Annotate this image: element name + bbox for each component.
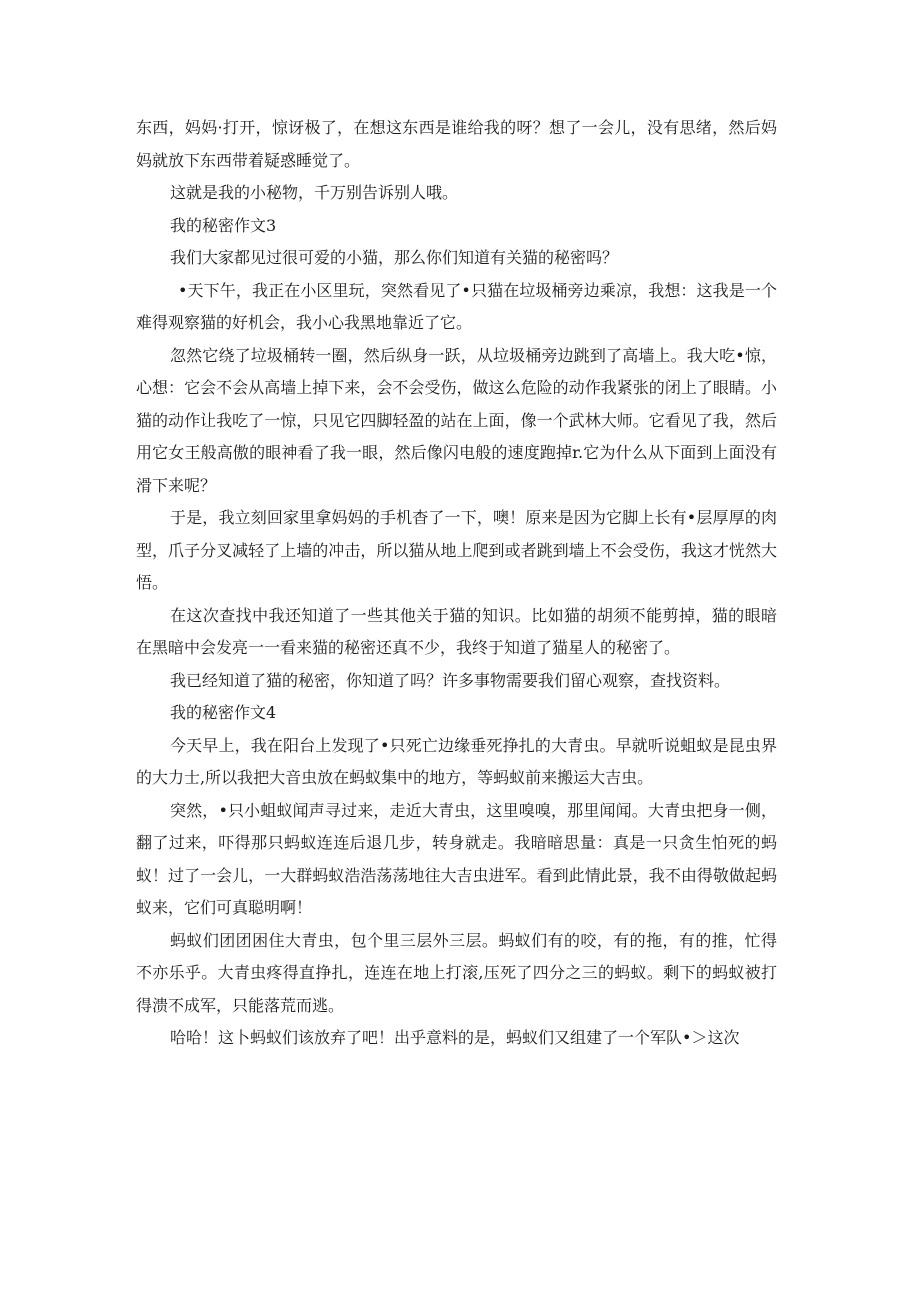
paragraph-ant-morning: 今天早上，我在阳台上发现了•只死亡边缘垂死挣扎的大青虫。早就听说蛆蚁是昆虫界的大力士,所以我把大音虫放在蚂蚁集中的地方，等蚂蚁前来搬运大吉虫。: [136, 735, 777, 787]
paragraph-cat-intro: 我们大家都见过很可爱的小猫，那么你们知道有关猫的秘密吗？: [170, 248, 619, 267]
paragraph-cat-search: 于是，我立刻回家里拿妈妈的手机杳了一下，噢！原来是因为它脚上长有•层厚厚的肉型，爪子分叉减轻了上墙的冲击，所以猫从地上爬到或者跳到墙上不会受伤，我这才恍然大悟。: [136, 508, 777, 592]
essay-3-heading: 我的秘密作文3: [170, 215, 277, 235]
paragraph-ant-arrival: 突然，•只小蛆蚁闻声寻过来，走近大青虫，这里嗅嗅，那里闻闻。大青虫把身一侧，翻了过来，吓得那只蚂蚁连连后退几步，转身就走。我暗暗思量：真是一只贪生怕死的蚂蚁！过了一会儿，一大群蚂蚁浩浩荡荡地往大吉虫进军。看到此情此景，我不由得敬做起蚂蚁来，它们可真聪明啊！: [136, 800, 777, 917]
paragraph-ant-battle: 蚂蚁们团团困住大青虫，包个里三层外三层。蚂蚁们有的咬，有的拖，有的推，忙得不亦乐乎。大青虫疼得直挣扎，连连在地上打滚,压死了四分之三的蚂蚁。剩下的蚂蚁被打得溃不成军，只能落荒而逃。: [136, 930, 777, 1015]
paragraph-cat-knowledge: 在这次查找中我还知道了一些其他关于猫的知识。比如猫的胡须不能剪掉，猫的眼暗在黑暗中会发亮一一看来猫的秘密还真不少，我终于知道了猫星人的秘密了。: [136, 605, 777, 657]
paragraph-cat-afternoon: •天下午，我正在小区里玩，突然看见了•只猫在垃圾桶旁边乘凉，我想：这我是一个难得观察猫的好机会，我小心我黑地靠近了它。: [136, 280, 777, 332]
document-page: [136, 112, 777, 1055]
paragraph-continuation: 东西，妈妈·打开，惊讶极了，在想这东西是谁给我的呀？想了一会儿，没有思绪，然后妈妈就放下东西带着疑惑睡觉了。: [136, 118, 777, 170]
paragraph-cat-conclusion: 我已经知道了猫的秘密，你知道了吗？许多事物需要我们留心观察，查找资料。: [170, 670, 731, 690]
paragraph-cat-jump: 忽然它绕了垃圾桶转一圈，然后纵身一跃，从垃圾桶旁边跳到了高墙上。我大吃•惊，心想：它会不会从高墙上掉下来，会不会受伤，做这么危险的动作我紧张的闭上了眼睛。小猫的动作让我吃了一惊，只见它四脚轻盈的站在上面，像一个武林大师。它看见了我，然后用它女王般高傲的眼神看了我一眼，然后像闪电般的速度跑掉r.它为什么从下面到上面没有滑下来呢？: [136, 345, 777, 495]
paragraph-ant-regroup: 哈哈！这卜蚂蚁们该放弃了吧！出乎意料的是，蚂蚁们又组建了一个军队•＞这次: [170, 1028, 740, 1047]
essay-4-heading: 我的秘密作文4: [170, 703, 277, 722]
paragraph-secret-ending: 这就是我的小秘物，千万别告诉别人哦。: [170, 183, 459, 202]
